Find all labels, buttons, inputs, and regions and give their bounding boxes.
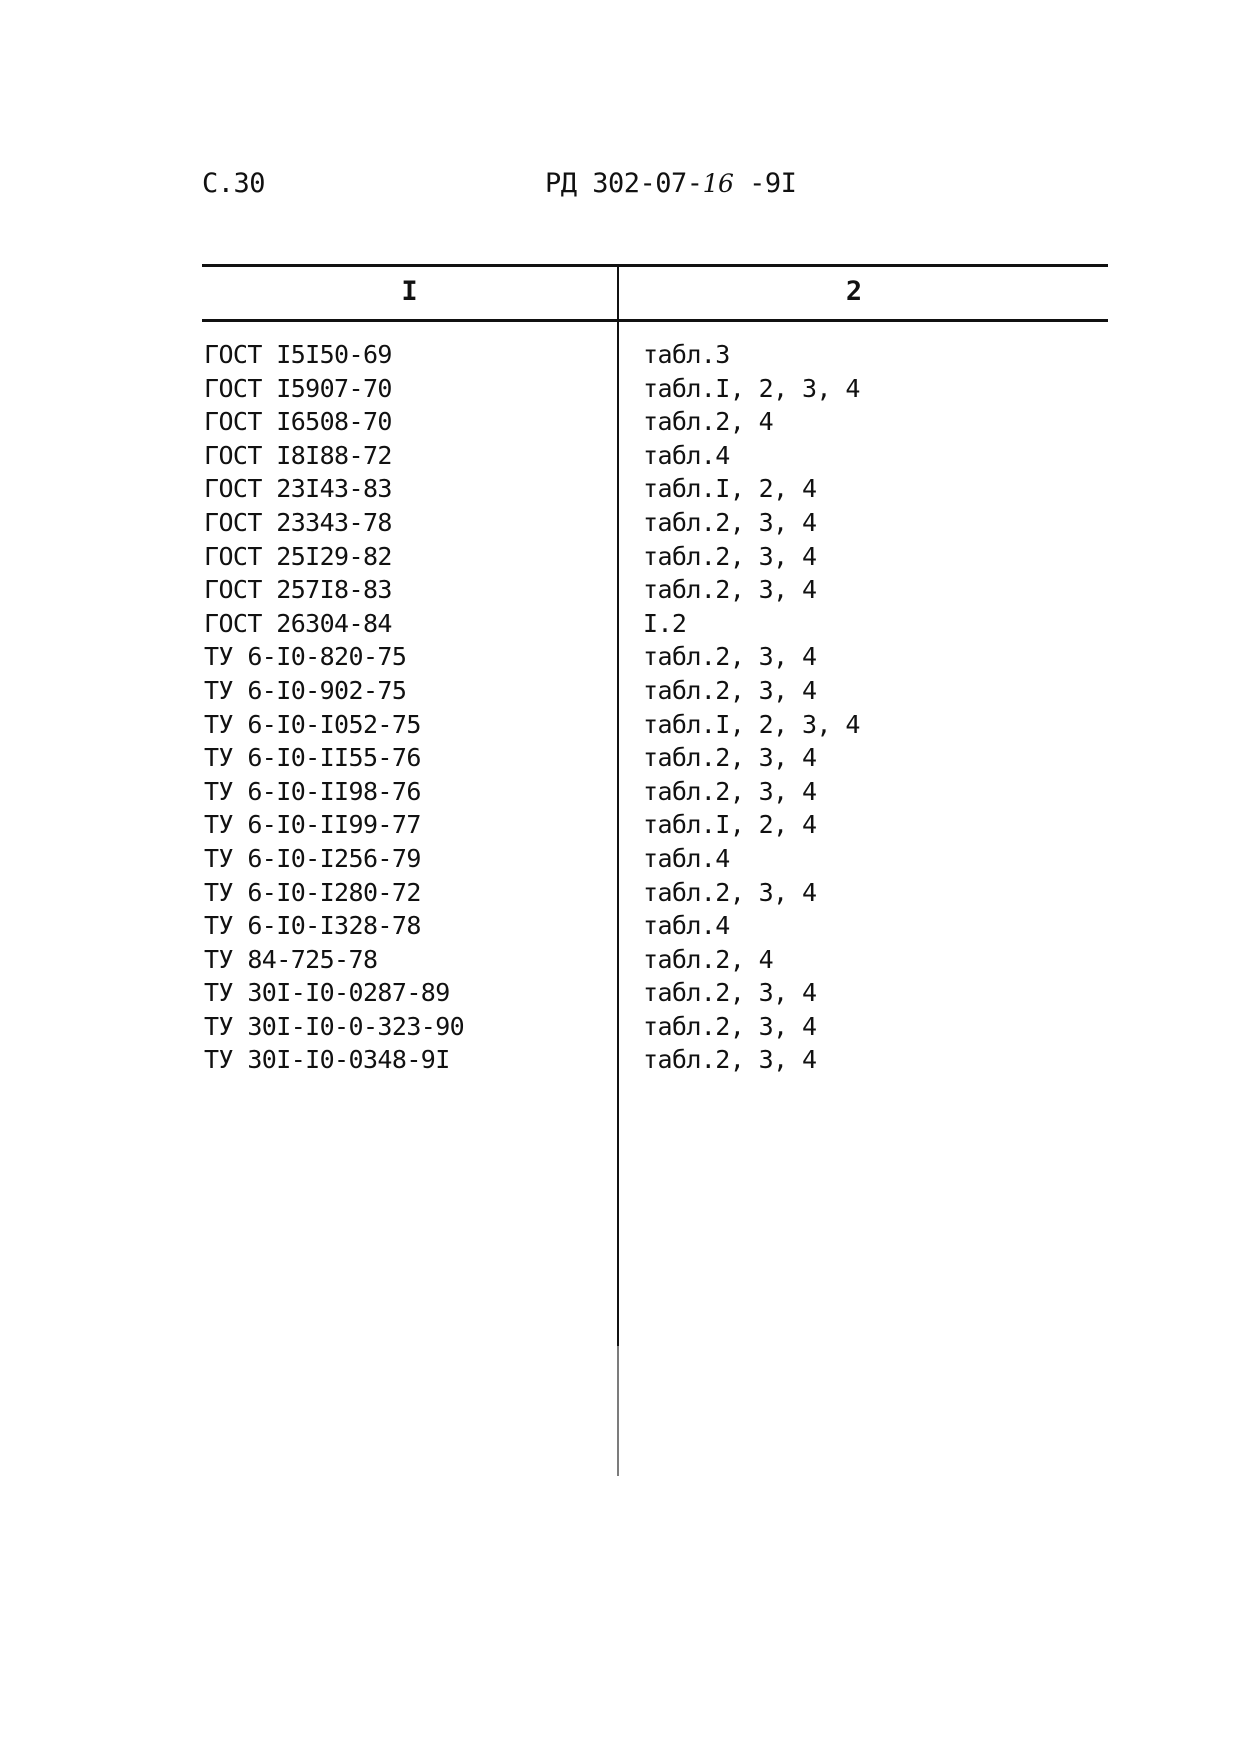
table-row (0, 474, 1254, 508)
standard-designation: ТУ 6-I0-I052-75 (204, 709, 421, 739)
document-code-handwritten-number: 16 (702, 169, 734, 198)
section-reference: табл.2, 3, 4 (643, 1045, 817, 1075)
section-reference: табл.2, 3, 4 (643, 541, 817, 571)
table-row (0, 642, 1254, 676)
section-reference: табл.2, 3, 4 (643, 1011, 817, 1041)
section-reference: табл.I, 2, 4 (643, 474, 817, 504)
table-row (0, 945, 1254, 979)
section-reference: табл.4 (643, 440, 730, 470)
standard-designation: ТУ 30I-I0-0-323-90 (204, 1011, 465, 1041)
standard-designation: ТУ 6-I0-I256-79 (204, 843, 421, 873)
section-reference: табл.4 (643, 843, 730, 873)
standard-designation: ГОСТ 26304-84 (204, 608, 392, 638)
table-row (0, 407, 1254, 441)
document-code-suffix: -9I (733, 168, 797, 199)
table-row (0, 844, 1254, 878)
table-row (0, 441, 1254, 475)
document-code (545, 168, 796, 199)
table-row (0, 676, 1254, 710)
standard-designation: ГОСТ 23343-78 (204, 507, 392, 537)
table-row (0, 575, 1254, 609)
page-number: С.30 (202, 168, 266, 199)
document-code-prefix: РД 302-07- (545, 168, 703, 199)
standard-designation: ТУ 6-I0-II99-77 (204, 810, 421, 840)
section-reference: табл.2, 3, 4 (643, 877, 817, 907)
standard-designation: ТУ 6-I0-I328-78 (204, 911, 421, 941)
table-row (0, 542, 1254, 576)
section-reference: табл.4 (643, 911, 730, 941)
column-header-2: 2 (845, 276, 863, 307)
section-reference: табл.2, 4 (643, 407, 774, 437)
section-reference: табл.I, 2, 3, 4 (643, 373, 860, 403)
standard-designation: ГОСТ I5907-70 (204, 373, 392, 403)
standard-designation: ГОСТ 25I29-82 (204, 541, 392, 571)
standard-designation: ТУ 6-I0-II98-76 (204, 776, 421, 806)
table-row (0, 743, 1254, 777)
standard-designation: ТУ 6-I0-I280-72 (204, 877, 421, 907)
table-row (0, 374, 1254, 408)
table-row (0, 911, 1254, 945)
standard-designation: ГОСТ I6508-70 (204, 407, 392, 437)
section-reference: табл.2, 3, 4 (643, 743, 817, 773)
section-reference: табл.2, 3, 4 (643, 675, 817, 705)
section-reference: табл.2, 4 (643, 944, 774, 974)
section-reference: табл.2, 3, 4 (643, 642, 817, 672)
table-header-rule (202, 319, 1108, 322)
section-reference: табл.2, 3, 4 (643, 507, 817, 537)
section-reference: табл.I, 2, 3, 4 (643, 709, 860, 739)
table-row (0, 810, 1254, 844)
section-reference: табл.2, 3, 4 (643, 575, 817, 605)
standard-designation: ГОСТ 23I43-83 (204, 474, 392, 504)
section-reference: табл.3 (643, 340, 730, 369)
table-row (0, 777, 1254, 811)
standard-designation: ТУ 30I-I0-0348-9I (204, 1045, 450, 1075)
table-row (0, 1012, 1254, 1046)
standard-designation: ТУ 6-I0-820-75 (204, 642, 407, 672)
standard-designation: ТУ 84-725-78 (204, 944, 378, 974)
section-reference: табл.2, 3, 4 (643, 978, 817, 1008)
table-row (0, 340, 1254, 374)
section-reference: табл.2, 3, 4 (643, 776, 817, 806)
standard-designation: ГОСТ I5I50-69 (204, 340, 392, 369)
table-row (0, 710, 1254, 744)
standard-designation: ТУ 30I-I0-0287-89 (204, 978, 450, 1008)
table-row (0, 878, 1254, 912)
standard-designation: ТУ 6-I0-II55-76 (204, 743, 421, 773)
column-header-1: I (401, 276, 418, 307)
table-top-rule (202, 264, 1108, 267)
section-reference: табл.I, 2, 4 (643, 810, 817, 840)
table-row (0, 978, 1254, 1012)
table-row (0, 508, 1254, 542)
standard-designation: ТУ 6-I0-902-75 (204, 675, 407, 705)
table-row (0, 1045, 1254, 1079)
standard-designation: ГОСТ I8I88-72 (204, 440, 392, 470)
section-reference: I.2 (643, 608, 687, 638)
table-row (0, 609, 1254, 643)
table-body (0, 340, 1254, 1079)
standard-designation: ГОСТ 257I8-83 (204, 575, 392, 605)
